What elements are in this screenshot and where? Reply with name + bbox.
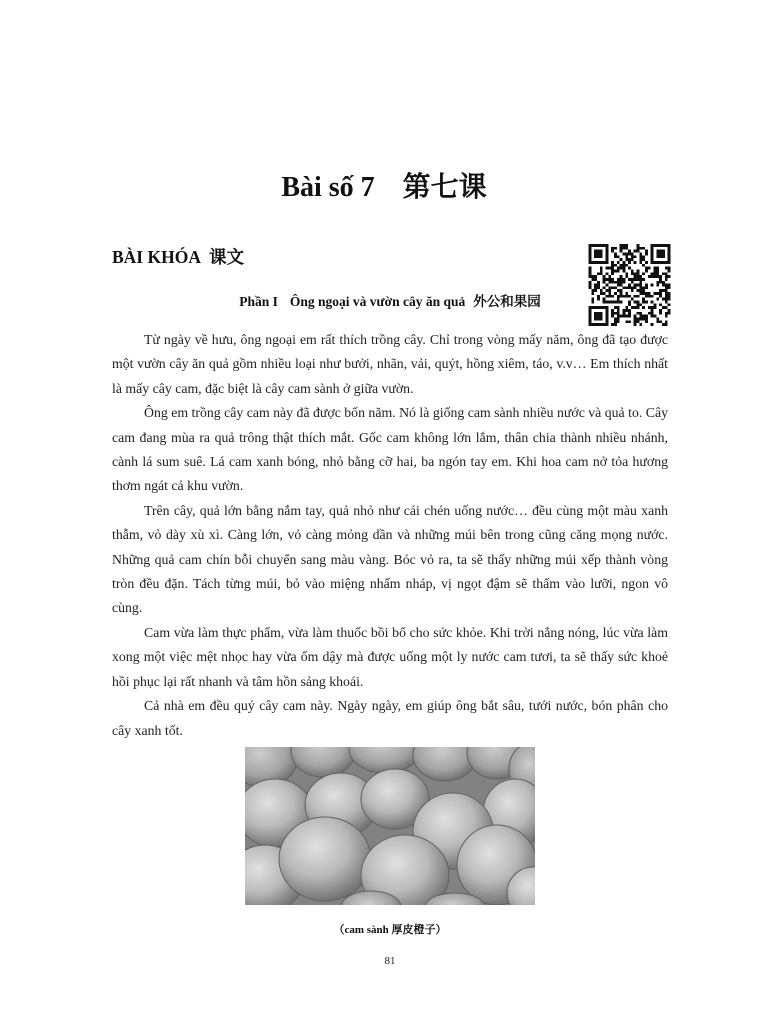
section-heading [112, 245, 244, 269]
part-title-vi: Ông ngoại và vườn cây ăn quả [289, 294, 466, 309]
page-number: 81 [384, 954, 396, 967]
part-title [112, 292, 668, 312]
paragraph: Ông em trồng cây cam này đã được bốn năm. Nó là giống cam sành nhiều nước và quả to. Cây cam đang mùa ra quả trông thật thích mắt. Gốc cam không lớn lắm, thân chia thành nhiều nhánh, cành lá sum suê. Lá cam xanh bóng, nhỏ bằng cỡ hai, ba ngón tay em. Khi hoa cam nở tỏa hương thơm ngát cả khu vườn. [112, 405, 668, 494]
paragraph: Trên cây, quả lớn bằng nắm tay, quả nhỏ như cái chén uống nước… đều cùng một màu xanh thẫm, vỏ dày xù xì. Càng lớn, vỏ càng mỏng dần và những múi bên trong cũng căng mọng nước. Những quả cam chín bỗi chuyển sang màu vàng. Bóc vỏ ra, ta sẽ thấy những múi xếp thành vòng tròn đều đặn. Tách từng múi, bỏ vào miệng nhấm nháp, vị ngọt đậm sẽ thấm vào lưỡi, ngon vô cùng. [112, 502, 668, 616]
part-label: Phần I [239, 294, 278, 309]
section-heading-vi: BÀI KHÓA [112, 247, 201, 267]
part-title-zh: 外公和果园 [473, 294, 541, 309]
lesson-content [112, 328, 668, 968]
paragraph: Cam vừa làm thực phẩm, vừa làm thuốc bồi bổ cho sức khỏe. Khi trời nắng nóng, lúc vừa làm xong một việc mệt nhọc hay vừa ốm dậy mà được uống một ly nước cam tươi, ta sẽ thấy sức khoẻ hồi phục lại rất nhanh và tâm hồn sảng khoái. [112, 624, 668, 689]
paragraph: Từ ngày về hưu, ông ngoại em rất thích trồng cây. Chỉ trong vòng mấy năm, ông đã tạo được một vườn cây ăn quả gồm nhiều loại như bưởi, nhãn, vải, quýt, hồng xiêm, táo, v.v… Em thích nhất là mấy cây cam, đặc biệt là cây cam sành ở giữa vườn. [112, 332, 668, 396]
lesson-title-vi: Bài số 7 [281, 172, 375, 203]
section-heading-zh: 课文 [208, 247, 244, 267]
oranges-photo [245, 747, 535, 905]
qr-code-icon [588, 244, 671, 326]
lesson-title [0, 168, 768, 208]
lesson-title-zh: 第七课 [402, 172, 487, 203]
figure-caption: （cam sành 厚皮橙子） [333, 923, 447, 936]
paragraph: Cả nhà em đều quý cây cam này. Ngày ngày, em giúp ông bắt sâu, tưới nước, bón phân cho cây xanh tốt. [112, 698, 668, 738]
